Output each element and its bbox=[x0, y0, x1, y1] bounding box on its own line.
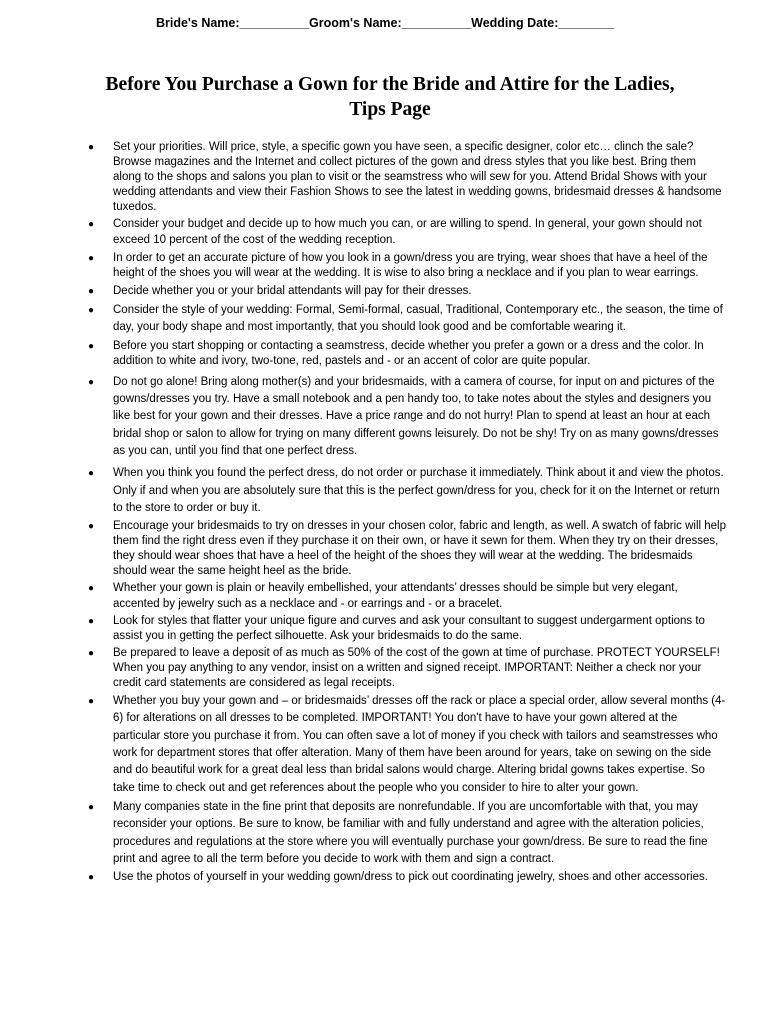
bullet-icon: ● bbox=[88, 615, 95, 627]
bullet-icon: ● bbox=[88, 252, 95, 264]
tip-text: Whether your gown is plain or heavily embellished, your attendants’ dresses should be simple but very elegant, accented by jewelry such as a necklace and - or earrings and - or a bracelet. bbox=[113, 582, 678, 610]
bullet-icon: ● bbox=[88, 468, 95, 480]
bullet-icon: ● bbox=[88, 340, 95, 352]
tip-text: When you think you found the perfect dress, do not order or purchase it immediately. Think about it and view the photos. Only if and when you are absolutely sure that this is the perfect gown/dress for you, check for it on the Internet or return to the store to order or buy it. bbox=[113, 467, 724, 514]
bullet-icon: ● bbox=[88, 304, 95, 316]
bullet-icon: ● bbox=[88, 376, 95, 388]
tip-text: Look for styles that flatter your unique figure and curves and ask your consultant to suggest undergarment options to assist you in getting the perfect silhouette. Ask your bridesmaids to do the same. bbox=[113, 614, 705, 642]
tip-text: Do not go alone! Bring along mother(s) and your bridesmaids, with a camera of course, for input on and pictures of the gowns/dresses you try. Have a small notebook and a pen handy too, to take notes about the styles and designers you like best for your gown and their dresses. Have a price range and do not hurry! Plan to spend at least an hour at each bridal shop or salon to allow for trying on many different gowns leisurely. Do not be shy! Try on as many gowns/dresses as you can, until you find that one perfect dress. bbox=[113, 375, 719, 457]
tip-text: Many companies state in the fine print that deposits are nonrefundable. If you are uncomfortable with that, you may reconsider your options. Be sure to know, be familiar with and fully understand and agree with the alteration policies, procedures and regulations at the store where you will eventually purchase your gown/dress. Be sure to read the fine print and agree to all the term before you decide to work with them and sign a contract. bbox=[113, 800, 708, 865]
tip-text: Consider your budget and decide up to how much you can, or are willing to spend. In general, your gown should not exceed 10 percent of the cost of the wedding reception. bbox=[113, 218, 702, 246]
list-item bbox=[0, 614, 770, 644]
list-item bbox=[0, 251, 770, 281]
form-header: Bride's Name:__________Groom's Name:__________Wedding Date:________ bbox=[155, 16, 615, 30]
list-item bbox=[0, 374, 770, 460]
list-item bbox=[0, 465, 770, 517]
tip-text: Before you start shopping or contacting a seamstress, decide whether you prefer a gown or a dress and the color. In addition to white and ivory, two-tone, red, pastels and - or an accent of color are quite popular. bbox=[113, 339, 704, 367]
tip-text: Use the photos of yourself in your wedding gown/dress to pick out coordinating jewelry, shoes and other accessories. bbox=[113, 871, 708, 884]
bullet-icon: ● bbox=[88, 521, 95, 533]
list-item bbox=[0, 799, 770, 868]
bullet-icon: ● bbox=[88, 872, 95, 884]
list-item bbox=[0, 302, 770, 337]
list-item bbox=[0, 519, 770, 579]
tip-text: Be prepared to leave a deposit of as much as 50% of the cost of the gown at time of purchase. PROTECT YOURSELF! When you pay anything to any vendor, insist on a written and signed receipt. IMPORTANT: Neither a check nor your credit card statements are considered as legal receipts. bbox=[113, 646, 720, 690]
list-item bbox=[0, 646, 770, 691]
tip-text: Set your priorities. Will price, style, a specific gown you have seen, a specific designer, color etc… clinch the sale? Browse magazines and the Internet and collect pictures of the gown and dress styles that you like best. Bring them along to the shops and salons you plan to visit or the seamstress who will sew for you. Attend Bridal Shows with your wedding attendants and view their Fashion Shows to see the latest in wedding gowns, bridesmaid dresses & handsome tuxedos. bbox=[113, 141, 722, 214]
list-item bbox=[0, 284, 770, 299]
list-item bbox=[0, 693, 770, 797]
bullet-icon: ● bbox=[88, 219, 95, 231]
tip-text: Encourage your bridesmaids to try on dresses in your chosen color, fabric and length, as well. A swatch of fabric will help them find the right dress even if they purchase it on their own, or have it sewn for them. When they try on their dresses, they should wear shoes that have a heel of the height of the shoes they will wear at the wedding. The bridesmaids should wear the same height heel as the bride. bbox=[113, 520, 727, 578]
list-item bbox=[0, 140, 770, 215]
list-item bbox=[0, 339, 770, 369]
list-item bbox=[0, 581, 770, 611]
bullet-icon: ● bbox=[88, 647, 95, 659]
bullet-icon: ● bbox=[88, 801, 95, 813]
tip-text: Decide whether you or your bridal attendants will pay for their dresses. bbox=[113, 284, 472, 297]
list-item bbox=[0, 870, 770, 885]
bullet-icon: ● bbox=[88, 583, 95, 595]
tip-text: Whether you buy your gown and – or bridesmaids’ dresses off the rack or place a special order, allow several months (4-6) for alterations on all dresses to be completed. IMPORTANT! You don't have to have your gown altered at the particular store you purchase it from. You can often save a lot of money if you check with tailors and seamstresses who work for department stores that offer alteration. Many of them have been around for years, take on sewing on the side and do beautiful work for a great deal less than bridal salons would charge. Altering bridal gowns takes expertise. So take time to check out and get references about the people who you consider to hire to alter your gown. bbox=[113, 695, 726, 794]
bullet-icon: ● bbox=[88, 285, 95, 297]
tips-list bbox=[0, 140, 770, 885]
bullet-icon: ● bbox=[88, 142, 95, 153]
tip-text: In order to get an accurate picture of how you look in a gown/dress you are trying, wear shoes that have a heel of the height of the shoes you will wear at the wedding. It is wise to also bring a necklace and if you plan to wear earrings. bbox=[113, 251, 708, 279]
bullet-icon: ● bbox=[88, 696, 95, 708]
page-title: Before You Purchase a Gown for the Bride and Attire for the Ladies, Tips Page bbox=[105, 74, 675, 120]
list-item bbox=[0, 217, 770, 247]
tip-text: Consider the style of your wedding: Formal, Semi-formal, casual, Traditional, Contemporary etc., the season, the time of day, your body shape and most importantly, that you should look good and be comfortable wearing it. bbox=[113, 303, 723, 334]
